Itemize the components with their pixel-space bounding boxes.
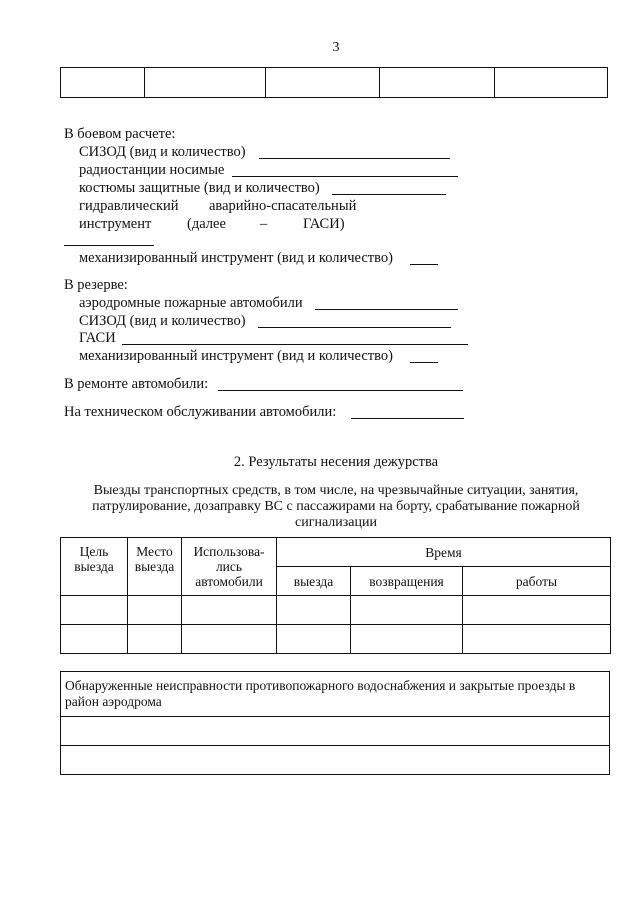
- header-vehicles-line3: автомобили: [195, 574, 263, 589]
- faults-table: [60, 671, 610, 775]
- combat-mech-label: механизированный инструмент (вид и количество): [79, 250, 393, 266]
- combat-sizod-label: СИЗОД (вид и количество): [79, 144, 246, 160]
- combat-gasi-word2: аварийно-спасательный: [209, 198, 357, 214]
- reserve-airfield-line[interactable]: [315, 309, 458, 310]
- table-cell[interactable]: [495, 68, 608, 98]
- table-row: [61, 717, 610, 746]
- header-work-time: работы: [463, 567, 611, 596]
- trips-table: [60, 537, 611, 654]
- reserve-gasi-label: ГАСИ: [79, 330, 116, 346]
- reserve-heading: В резерве:: [64, 277, 128, 293]
- header-time: Время: [277, 538, 611, 567]
- table-cell[interactable]: [351, 596, 463, 625]
- reserve-mech-label: механизированный инструмент (вид и количество): [79, 348, 393, 364]
- section-2-title: 2. Результаты несения дежурства: [233, 454, 439, 470]
- header-vehicles-line1: Использова-: [193, 544, 265, 559]
- header-goal: [61, 538, 128, 596]
- reserve-sizod-label: СИЗОД (вид и количество): [79, 313, 246, 329]
- table-cell[interactable]: [182, 596, 277, 625]
- header-vehicles-line2: лись: [215, 559, 243, 574]
- section-2-intro-line1: Выезды транспортных средств, в том числе, на чрезвычайные ситуации, занятия,: [93, 483, 579, 498]
- table-cell[interactable]: [61, 596, 128, 625]
- table-cell[interactable]: [351, 625, 463, 654]
- top-table: [60, 67, 608, 98]
- repair-line[interactable]: [218, 390, 463, 391]
- combat-gasi-line[interactable]: [64, 245, 154, 246]
- section-2-intro-line2: патрулирование, дозаправку ВС с пассажирами на борту, срабатывание пожарной: [92, 499, 580, 514]
- header-goal-line2: выезда: [74, 559, 114, 574]
- combat-suits-line[interactable]: [332, 194, 446, 195]
- table-cell[interactable]: [61, 625, 128, 654]
- header-return-time: возвращения: [351, 567, 463, 596]
- reserve-sizod-line[interactable]: [258, 327, 451, 328]
- combat-radio-line[interactable]: [232, 176, 458, 177]
- table-cell[interactable]: [277, 625, 351, 654]
- maintenance-label: На техническом обслуживании автомобили:: [64, 404, 337, 420]
- combat-gasi-word4: (далее: [187, 216, 226, 232]
- table-cell[interactable]: [277, 596, 351, 625]
- table-cell[interactable]: [380, 68, 495, 98]
- faults-heading: Обнаруженные неисправности противопожарного водоснабжения и закрытые проезды в район аэродрома: [61, 672, 610, 717]
- table-cell[interactable]: [61, 746, 610, 775]
- table-cell[interactable]: [61, 68, 145, 98]
- table-cell[interactable]: [61, 717, 610, 746]
- section-2-intro-line3: сигнализации: [295, 515, 377, 530]
- reserve-airfield-label: аэродромные пожарные автомобили: [79, 295, 303, 311]
- table-cell[interactable]: [463, 625, 611, 654]
- reserve-mech-line[interactable]: [410, 362, 438, 363]
- table-cell[interactable]: [128, 625, 182, 654]
- table-cell[interactable]: [182, 625, 277, 654]
- maintenance-line[interactable]: [351, 418, 464, 419]
- combat-heading: В боевом расчете:: [64, 126, 176, 142]
- combat-gasi-word3: инструмент: [79, 216, 152, 232]
- table-row: [61, 625, 611, 654]
- combat-gasi-word6: ГАСИ): [303, 216, 345, 232]
- combat-suits-label: костюмы защитные (вид и количество): [79, 180, 320, 196]
- table-row: [61, 746, 610, 775]
- combat-radio-label: радиостанции носимые: [79, 162, 225, 178]
- header-place-line2: выезда: [134, 559, 175, 574]
- table-row: [61, 596, 611, 625]
- header-vehicles-used: [182, 538, 277, 596]
- combat-mech-line[interactable]: [410, 264, 438, 265]
- combat-gasi-word1: гидравлический: [79, 198, 179, 214]
- header-goal-line1: Цель: [79, 544, 109, 559]
- page-number: 3: [332, 40, 340, 55]
- combat-gasi-word5: –: [260, 216, 268, 232]
- header-place: [128, 538, 182, 596]
- repair-label: В ремонте автомобили:: [64, 376, 209, 392]
- combat-sizod-line[interactable]: [259, 158, 450, 159]
- table-cell[interactable]: [128, 596, 182, 625]
- table-cell[interactable]: [463, 596, 611, 625]
- header-departure-time: выезда: [277, 567, 351, 596]
- reserve-gasi-line[interactable]: [122, 344, 468, 345]
- table-cell[interactable]: [266, 68, 380, 98]
- header-place-line1: Место: [136, 544, 173, 559]
- table-cell[interactable]: [145, 68, 266, 98]
